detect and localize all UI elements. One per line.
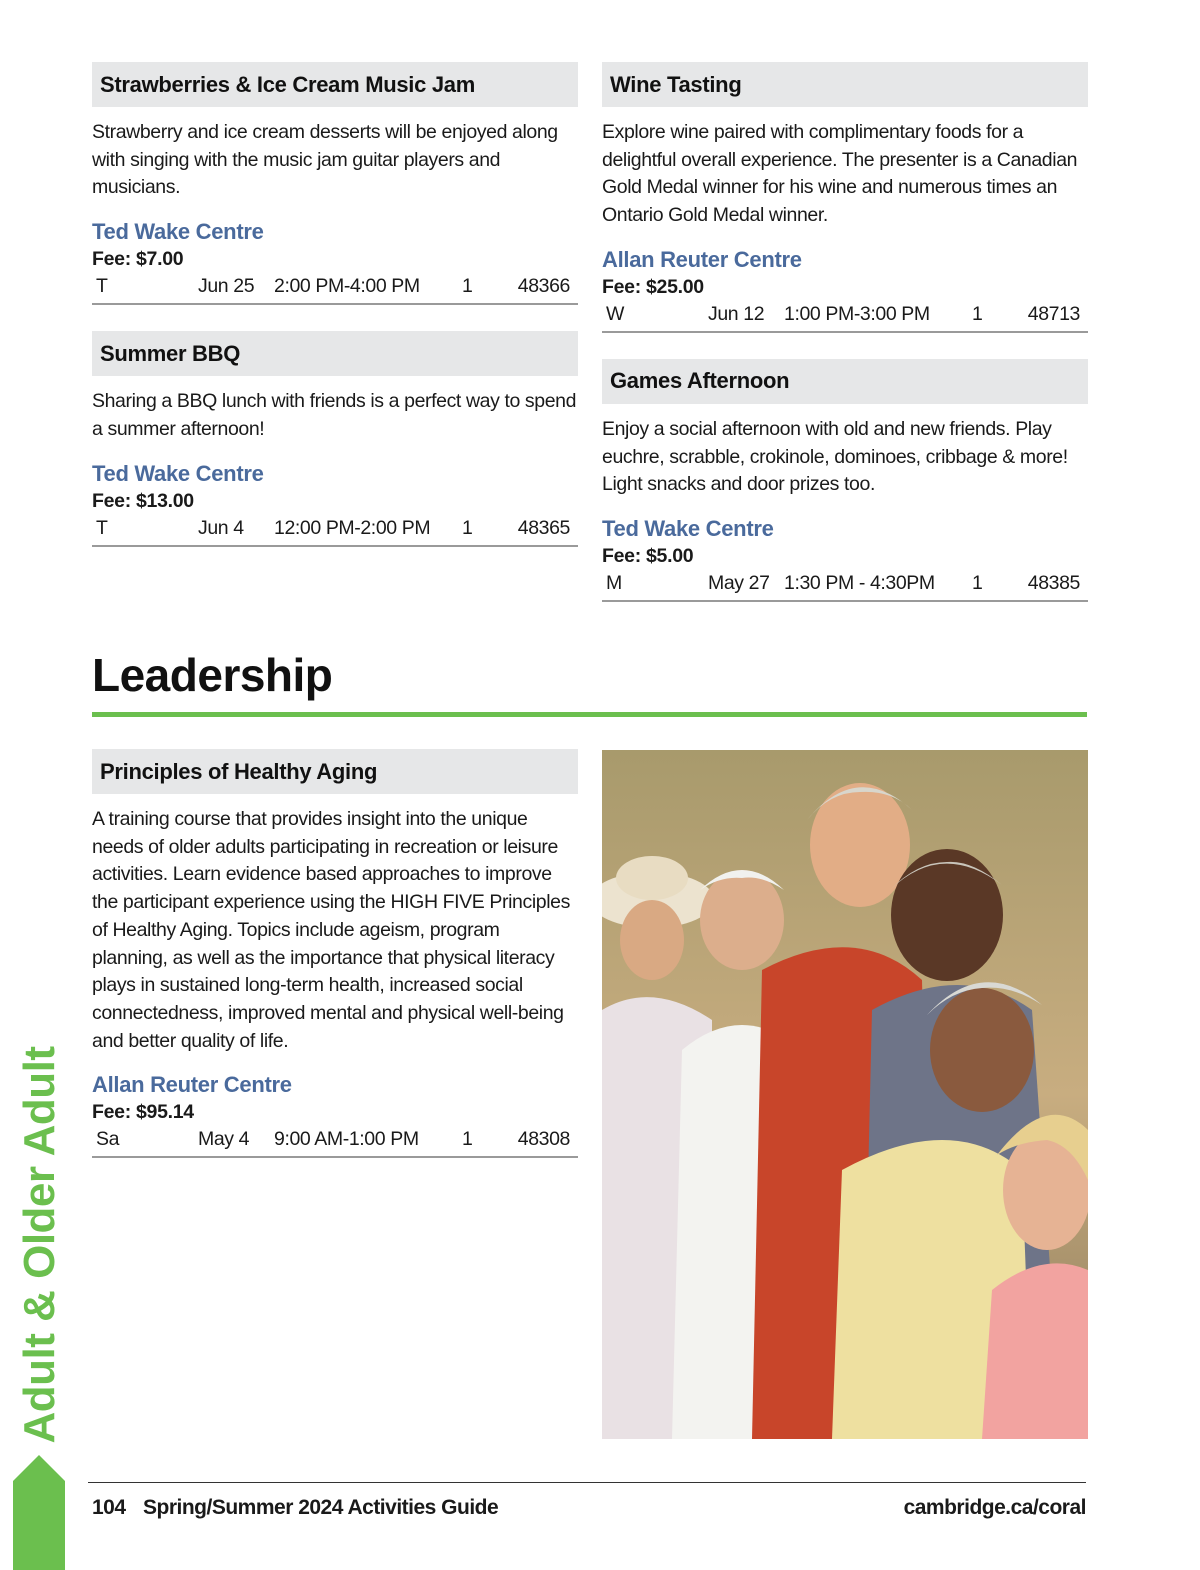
schedule-row [92, 1126, 578, 1158]
schedule-code: 48713 [1027, 302, 1080, 325]
heading-divider [92, 712, 1087, 717]
schedule-count: 1 [462, 1128, 473, 1151]
schedule-day: Sa [96, 1128, 120, 1151]
program-summer-bbq [92, 331, 578, 546]
schedule-date: Jun 12 [708, 302, 765, 325]
website-link[interactable]: cambridge.ca/coral [903, 1496, 1086, 1519]
program-description: A training course that provides insight into the unique needs of older adults participating in recreation or leisure activities. Learn evidence based approaches to improve the participant experience using the HIGH FIVE Principles of Healthy Aging. Topics include ageism, program planning, as well as the importance that physical literacy plays in sustained long-term health, increased social connectedness, improved mental and physical well-being and better quality of life. [92, 808, 570, 1052]
schedule-day: T [96, 516, 108, 539]
right-column [602, 62, 1088, 628]
program-title: Strawberries & Ice Cream Music Jam [92, 62, 578, 107]
schedule-time: 12:00 PM-2:00 PM [274, 516, 431, 539]
program-fee: Fee: $7.00 [92, 248, 184, 271]
program-description: Explore wine paired with complimentary foods for a delightful overall experience. The presenter is a Canadian Gold Medal winner for his wine and numerous times an Ontario Gold Medal winner. [602, 121, 1078, 227]
schedule-time: 2:00 PM-4:00 PM [274, 275, 420, 298]
schedule-time: 9:00 AM-1:00 PM [274, 1128, 419, 1151]
footer [92, 1496, 1086, 1526]
program-location[interactable]: Allan Reuter Centre [92, 1072, 292, 1098]
guide-title: Spring/Summer 2024 Activities Guide [143, 1496, 499, 1519]
program-title: Principles of Healthy Aging [92, 749, 578, 794]
schedule-date: May 27 [708, 571, 770, 594]
program-games-afternoon [602, 359, 1088, 602]
schedule-code: 48385 [1027, 571, 1080, 594]
side-tab-label: Adult & Older Adult [15, 1046, 64, 1444]
program-title: Wine Tasting [602, 62, 1088, 107]
program-description: Enjoy a social afternoon with old and new friends. Play euchre, scrabble, crokinole, dominoes, cribbage & more! Light snacks and door prizes too. [602, 417, 1068, 496]
program-healthy-aging [92, 749, 578, 1158]
schedule-count: 1 [462, 516, 473, 539]
leadership-column [92, 749, 578, 1184]
schedule-count: 1 [972, 302, 983, 325]
arrow-up-icon [13, 1455, 65, 1570]
schedule-code: 48365 [517, 516, 570, 539]
program-location[interactable]: Ted Wake Centre [92, 460, 264, 486]
program-location[interactable]: Ted Wake Centre [602, 515, 774, 541]
program-title: Summer BBQ [92, 331, 578, 376]
schedule-date: Jun 25 [198, 275, 255, 298]
program-description: Strawberry and ice cream desserts will be enjoyed along with singing with the music jam guitar players and musicians. [92, 121, 558, 199]
program-fee: Fee: $5.00 [602, 544, 694, 567]
page-number: 104 [92, 1496, 126, 1519]
seniors-group-photo [602, 750, 1088, 1439]
program-location[interactable]: Ted Wake Centre [92, 219, 264, 245]
section-heading: Leadership [92, 649, 333, 701]
program-fee: Fee: $95.14 [92, 1101, 194, 1124]
schedule-row [602, 301, 1088, 333]
schedule-day: M [606, 571, 622, 594]
schedule-time: 1:00 PM-3:00 PM [784, 302, 930, 325]
schedule-date: May 4 [198, 1128, 250, 1151]
schedule-count: 1 [972, 571, 983, 594]
schedule-day: W [606, 302, 625, 325]
program-location[interactable]: Allan Reuter Centre [602, 246, 802, 272]
program-fee: Fee: $25.00 [602, 275, 704, 298]
program-fee: Fee: $13.00 [92, 489, 194, 512]
schedule-row [92, 273, 578, 305]
schedule-date: Jun 4 [198, 516, 244, 539]
footer-divider [88, 1482, 1086, 1483]
schedule-time: 1:30 PM - 4:30PM [784, 571, 935, 594]
program-title: Games Afternoon [602, 359, 1088, 404]
program-strawberries [92, 62, 578, 305]
schedule-row [92, 515, 578, 547]
schedule-day: T [96, 275, 108, 298]
schedule-count: 1 [462, 275, 473, 298]
schedule-code: 48308 [517, 1128, 570, 1151]
program-description: Sharing a BBQ lunch with friends is a perfect way to spend a summer afternoon! [92, 390, 577, 440]
left-column [92, 62, 578, 573]
schedule-row [602, 570, 1088, 602]
schedule-code: 48366 [517, 275, 570, 298]
program-wine-tasting [602, 62, 1088, 333]
